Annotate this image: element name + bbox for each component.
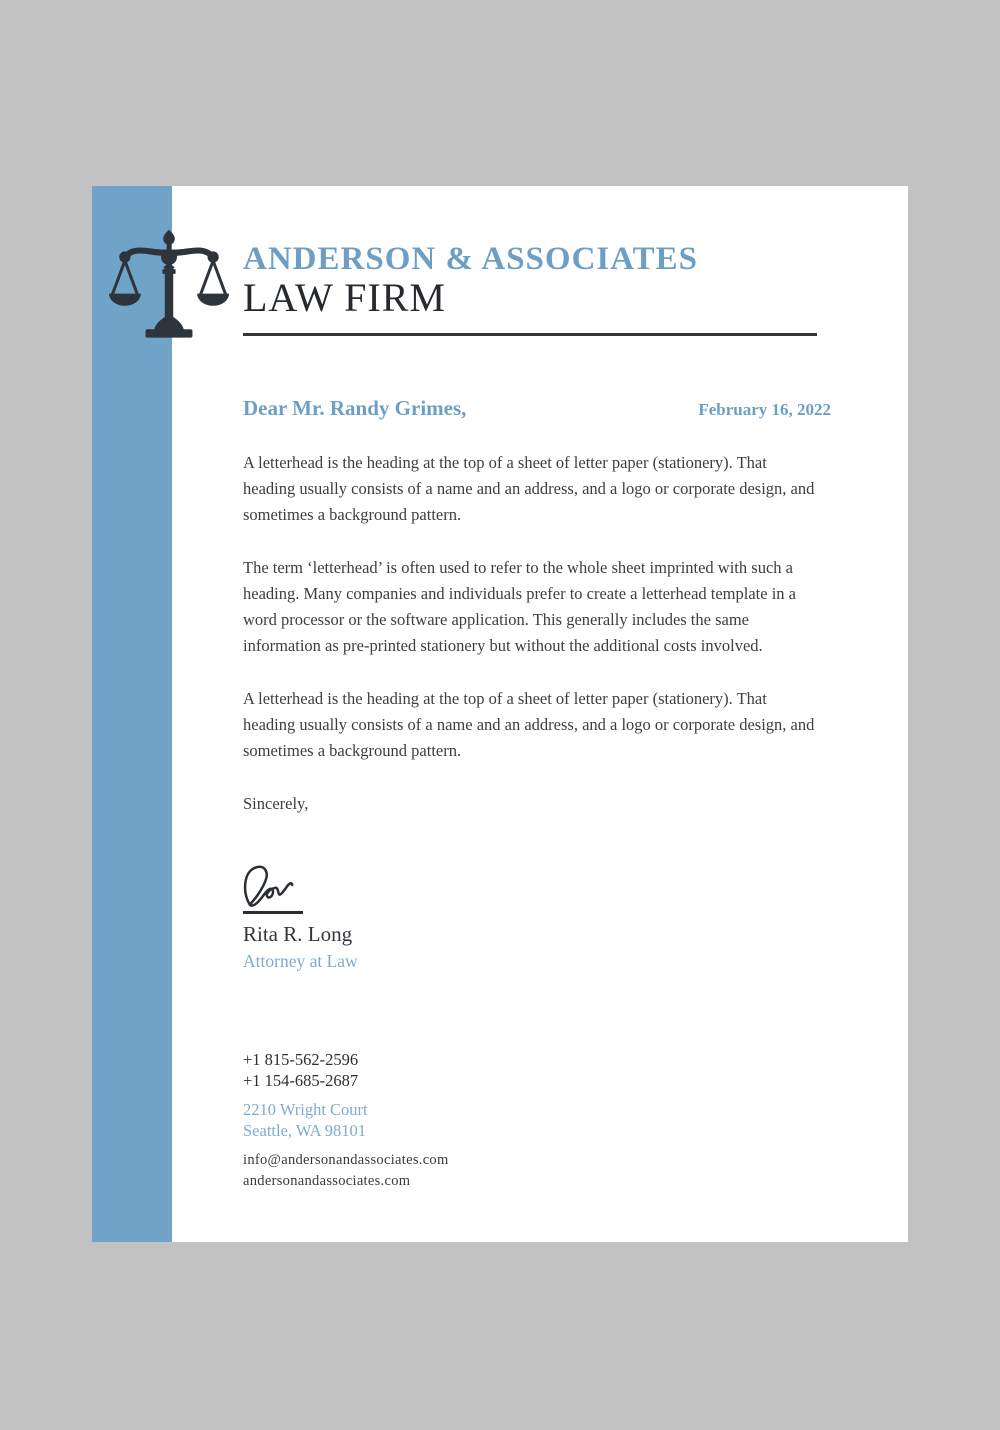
greeting-row (243, 396, 831, 421)
handwritten-signature-icon (243, 864, 303, 908)
letter-paragraph: A letterhead is the heading at the top of a sheet of letter paper (stationery). That heading usually consists of a name and an address, and a logo or corporate design, and sometimes a background pattern. (243, 453, 815, 524)
email-address: info@andersonandassociates.com (243, 1152, 449, 1168)
contact-block (243, 1050, 449, 1192)
website-url: andersonandassociates.com (243, 1173, 411, 1189)
header-rule (243, 333, 817, 336)
phone-number: +1 815-562-2596 (243, 1050, 359, 1069)
phone-numbers (243, 1050, 449, 1091)
closing: Sincerely, (243, 794, 309, 813)
signature-block (243, 864, 358, 972)
firm-subtitle: LAW FIRM (243, 275, 446, 320)
signer-title: Attorney at Law (243, 951, 358, 971)
signature-underline (243, 911, 303, 914)
address-line: Seattle, WA 98101 (243, 1120, 366, 1140)
firm-name: ANDERSON & ASSOCIATES (243, 241, 698, 277)
letterhead-page (92, 186, 908, 1242)
signer-name: Rita R. Long (243, 922, 353, 946)
address-line: 2210 Wright Court (243, 1100, 368, 1119)
online-contact (243, 1150, 449, 1192)
letter-paragraph: The term ‘letterhead’ is often used to refer to the whole sheet imprinted with such a heading. Many companies and individuals prefer to create a letterhead template in a word processor or the software application. This generally includes the same information as pre-printed stationery but without the additional costs involved. (243, 558, 796, 655)
postal-address (243, 1100, 449, 1141)
header (243, 240, 698, 318)
phone-number: +1 154-685-2687 (243, 1070, 359, 1090)
letter-paragraph: A letterhead is the heading at the top of a sheet of letter paper (stationery). That heading usually consists of a name and an address, and a logo or corporate design, and sometimes a background pattern. (243, 689, 815, 760)
letter-date: February 16, 2022 (698, 400, 831, 419)
greeting: Dear Mr. Randy Grimes, (243, 396, 467, 420)
scales-of-justice-icon (108, 228, 230, 346)
letter-body (243, 450, 815, 817)
